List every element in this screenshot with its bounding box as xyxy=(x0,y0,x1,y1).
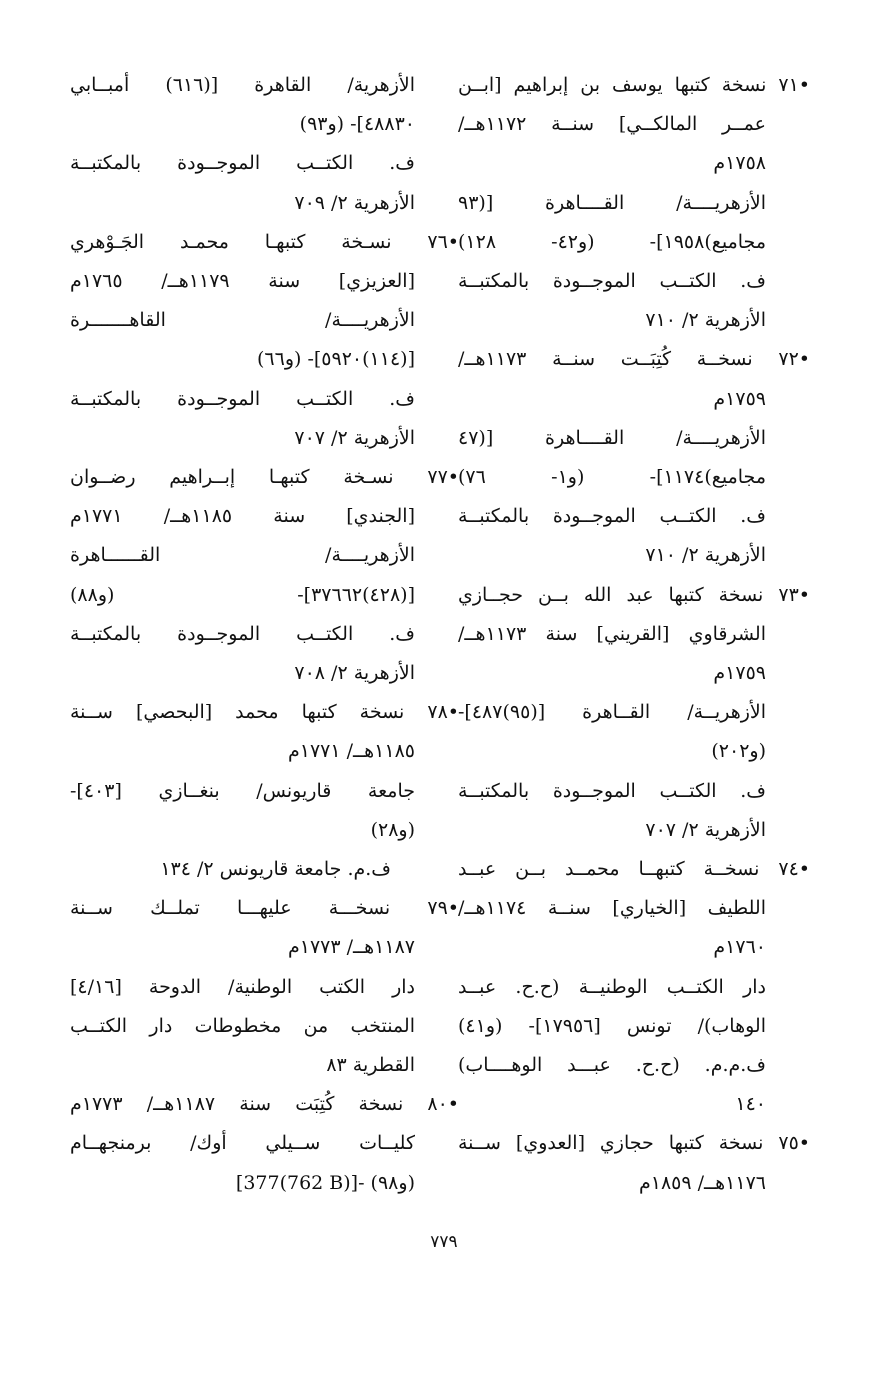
catalog-entry-75-continued xyxy=(70,66,415,223)
entry-line: دار الكتــب الوطنيــة (ح.ح. عبــد xyxy=(458,975,766,998)
entry-line: ف. الكتــب الموجــودة بالمكتبــة xyxy=(70,152,415,175)
entry-line: •٧١ نسخة كتبها يوسف بن إبراهيم [ابــن xyxy=(458,74,810,96)
entry-line: الأزهرية ٢/ ٧٠٧ xyxy=(645,818,766,841)
entry-line: دار الكتب الوطنية/ الدوحة [٤/١٦] xyxy=(70,975,415,998)
entry-line: مجاميع)١١٧٤]- (و١- ٧٦) xyxy=(458,466,766,489)
catalog-entry-74 xyxy=(458,850,810,1124)
catalog-entry-77 xyxy=(70,458,459,693)
entry-line: مجاميع)١٩٥٨]- (و٤٢- ١٢٨) xyxy=(458,230,766,253)
entry-line: ف. الكتــب الموجــودة بالمكتبــة xyxy=(70,387,415,410)
entry-line: •٧٧ نسـخة كتبهـا إبــراهيم رضــوان xyxy=(70,466,459,489)
entry-line: •٨٠ نسخة كُتِبَت سنة ١١٨٧هــ/ ١٧٧٣م xyxy=(70,1093,459,1116)
entry-line: •٧٤ نسخــة كتبهــا محمــد بــن عبــد xyxy=(458,858,810,881)
entry-line: ١٤٠ xyxy=(735,1093,766,1116)
entry-line: (و٢٠٢) xyxy=(711,740,766,763)
entry-line: الأزهريــــة/ القــــاهرة [(٤٧ xyxy=(458,426,766,449)
entry-line: ف.م. جامعة قاريونس ٢/ ١٣٤ xyxy=(160,858,391,881)
entry-line: [الجندي] سنة ١١٨٥هــ/ ١٧٧١م xyxy=(70,505,415,528)
catalog-entry-78 xyxy=(70,693,459,889)
entry-line: الأزهريــة/ القــاهرة [(٩٥)٤٨٧]- xyxy=(458,701,766,724)
entry-line: •٧٥ نسخة كتبها حجازي [العدوي] ســنة xyxy=(458,1132,810,1155)
entry-line: [العزيزي] سنة ١١٧٩هــ/ ١٧٦٥م xyxy=(70,270,415,293)
page-number: ٧٧٩ xyxy=(430,1232,458,1252)
entry-line: جامعة قاريونس/ بنغــازي [٤٠٣]- xyxy=(70,779,415,802)
catalog-entry-79 xyxy=(70,889,459,1085)
entry-line: •٧٦ نسـخة كتبهـا محمـد الجَـوْهري xyxy=(70,230,459,253)
entry-line: المنتخب من مخطوطات دار الكتــب xyxy=(70,1014,415,1037)
entry-line: الأزهريــــة/ القاهـــــــرة xyxy=(70,309,415,332)
right-column xyxy=(458,66,810,1203)
entry-line: •٧٢ نسخــة كُتِبَــت سنــة ١١٧٣هــ/ xyxy=(458,348,810,371)
entry-line: [377(762 B)]- (و٩٨) xyxy=(235,1171,415,1194)
entry-line: •٧٩ نسخـــة عليهـــا تملــك ســنة xyxy=(70,897,459,920)
catalog-entry-71 xyxy=(458,66,810,340)
entry-line: (و٢٨) xyxy=(370,818,415,841)
entry-line: عمــر المالكــي] سنــة ١١٧٢هــ/ xyxy=(458,113,766,136)
entry-line: ٤٨٨٣٠]- (و٩٣) xyxy=(299,113,415,136)
entry-line: ١٧٥٩م xyxy=(713,662,766,685)
entry-line: ف. الكتــب الموجــودة بالمكتبــة xyxy=(70,622,415,645)
entry-line: •٧٨ نسخة كتبها محمد [البحصي] ســنة xyxy=(70,701,459,724)
entry-line: الأزهرية ٢/ ٧٠٨ xyxy=(294,662,415,685)
entry-line: ١١٨٥هــ/ ١٧٧١م xyxy=(287,740,415,763)
entry-line: الأزهريــــة/ القــــــاهرة xyxy=(70,544,415,567)
entry-line: الوهاب)/ تونس [١٧٩٥٦]- (و٤١) xyxy=(458,1014,766,1037)
entry-line: [(٤٢٨)٣٧٦٦٢]- (و٨٨) xyxy=(70,583,415,606)
entry-line: الأزهرية ٢/ ٧٠٧ xyxy=(294,426,415,449)
entry-line: الأزهرية ٢/ ٧١٠ xyxy=(645,544,766,567)
entry-line: ١١٧٦هــ/ ١٨٥٩م xyxy=(638,1171,766,1194)
entry-line: ١٧٦٠م xyxy=(713,936,766,959)
entry-line: الشرقاوي [القريني] سنة ١١٧٣هــ/ xyxy=(458,622,766,645)
entry-line: الأزهريــــة/ القــــاهرة [(٩٣ xyxy=(458,191,766,214)
entry-line: كليــات ســيلي أوك/ برمنجهــام xyxy=(70,1132,415,1155)
entry-line: ١٧٥٨م xyxy=(713,152,766,175)
entry-line: الأزهرية ٢/ ٧٠٩ xyxy=(294,191,415,214)
entry-line: الأزهرية ٢/ ٧١٠ xyxy=(645,309,766,332)
entry-line: الأزهرية/ القاهرة [(٦١٦) أمبــابي xyxy=(70,74,415,96)
catalog-entry-73 xyxy=(458,576,810,850)
entry-line: اللطيف [الخياري] سنــة ١١٧٤هــ/ xyxy=(458,897,766,920)
entry-line: ١٧٥٩م xyxy=(713,387,766,410)
left-column xyxy=(70,66,459,1203)
catalog-entry-72 xyxy=(458,340,810,575)
catalog-entry-76 xyxy=(70,223,459,458)
catalog-entry-75 xyxy=(458,1124,810,1202)
entry-line: [(١١٤)٥٩٢٠]- (و٦٦) xyxy=(256,348,415,371)
entry-line: ف.م.م. (ح.ح. عبـــد الوهــــاب) xyxy=(458,1054,766,1077)
entry-line: ف. الكتــب الموجــودة بالمكتبــة xyxy=(458,270,766,293)
entry-line: ١١٨٧هــ/ ١٧٧٣م xyxy=(287,936,415,959)
entry-line: •٧٣ نسخة كتبها عبد الله بــن حجــازي xyxy=(458,583,810,606)
entry-line: ف. الكتــب الموجــودة بالمكتبــة xyxy=(458,779,766,802)
entry-line: القطرية ٨٣ xyxy=(326,1054,415,1077)
entry-line: ف. الكتــب الموجــودة بالمكتبــة xyxy=(458,505,766,528)
catalog-entry-80 xyxy=(70,1085,459,1203)
